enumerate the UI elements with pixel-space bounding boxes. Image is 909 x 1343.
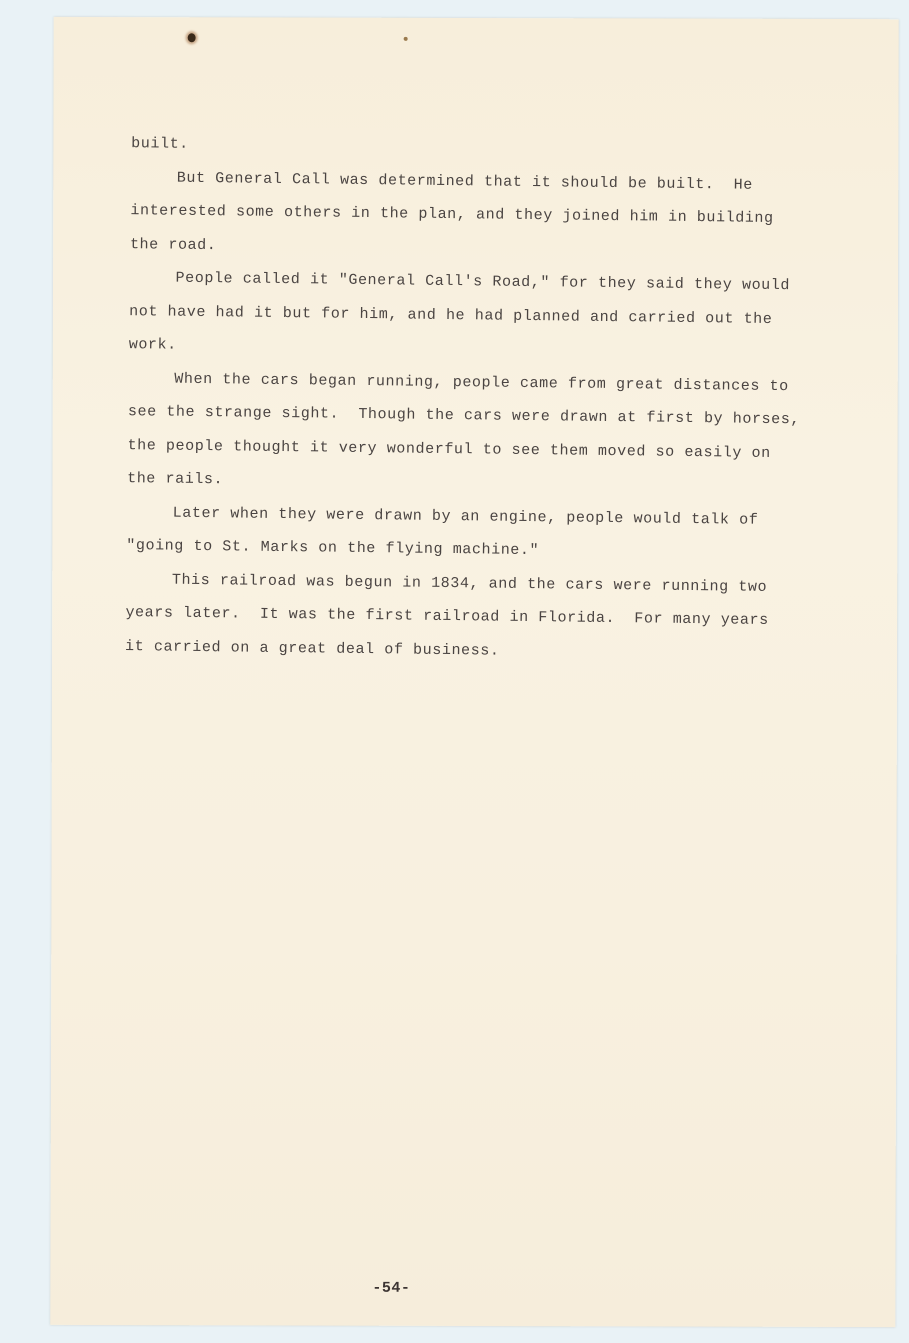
text-line: the road. (129, 235, 217, 254)
text-line: This railroad was begun in 1834, and the cars were running two (171, 571, 768, 596)
text-line: it carried on a great deal of business. (124, 637, 500, 660)
text-line: Later when they were drawn by an engine, people would talk of (172, 504, 759, 529)
text-line: the rails. (127, 470, 224, 489)
text-line: But General Call was determined that it should be built. He (176, 169, 753, 194)
text-line: When the cars began running, people came from great distances to (174, 370, 789, 395)
typed-text-body (125, 127, 831, 672)
text-line: interested some others in the plan, and they joined him in building (130, 202, 774, 227)
text-line: see the strange sight. Though the cars were drawn at first by horses, (127, 403, 801, 429)
text-line: years later. It was the first railroad in Florida. For many years (125, 604, 769, 629)
page-number: -54- (372, 1279, 411, 1297)
text-line: People called it "General Call's Road," for they said they would (175, 269, 791, 295)
punch-hole (188, 33, 196, 42)
text-line: not have had it but for him, and he had planned and carried out the (129, 302, 773, 328)
text-line: work. (128, 336, 177, 354)
text-line: built. (131, 135, 189, 153)
paper-sheet (50, 17, 898, 1327)
text-line: "going to St. Marks on the flying machine." (126, 537, 540, 560)
text-line: the people thought it very wonderful to see them moved so easily on (127, 436, 771, 462)
punch-mark (404, 37, 408, 41)
